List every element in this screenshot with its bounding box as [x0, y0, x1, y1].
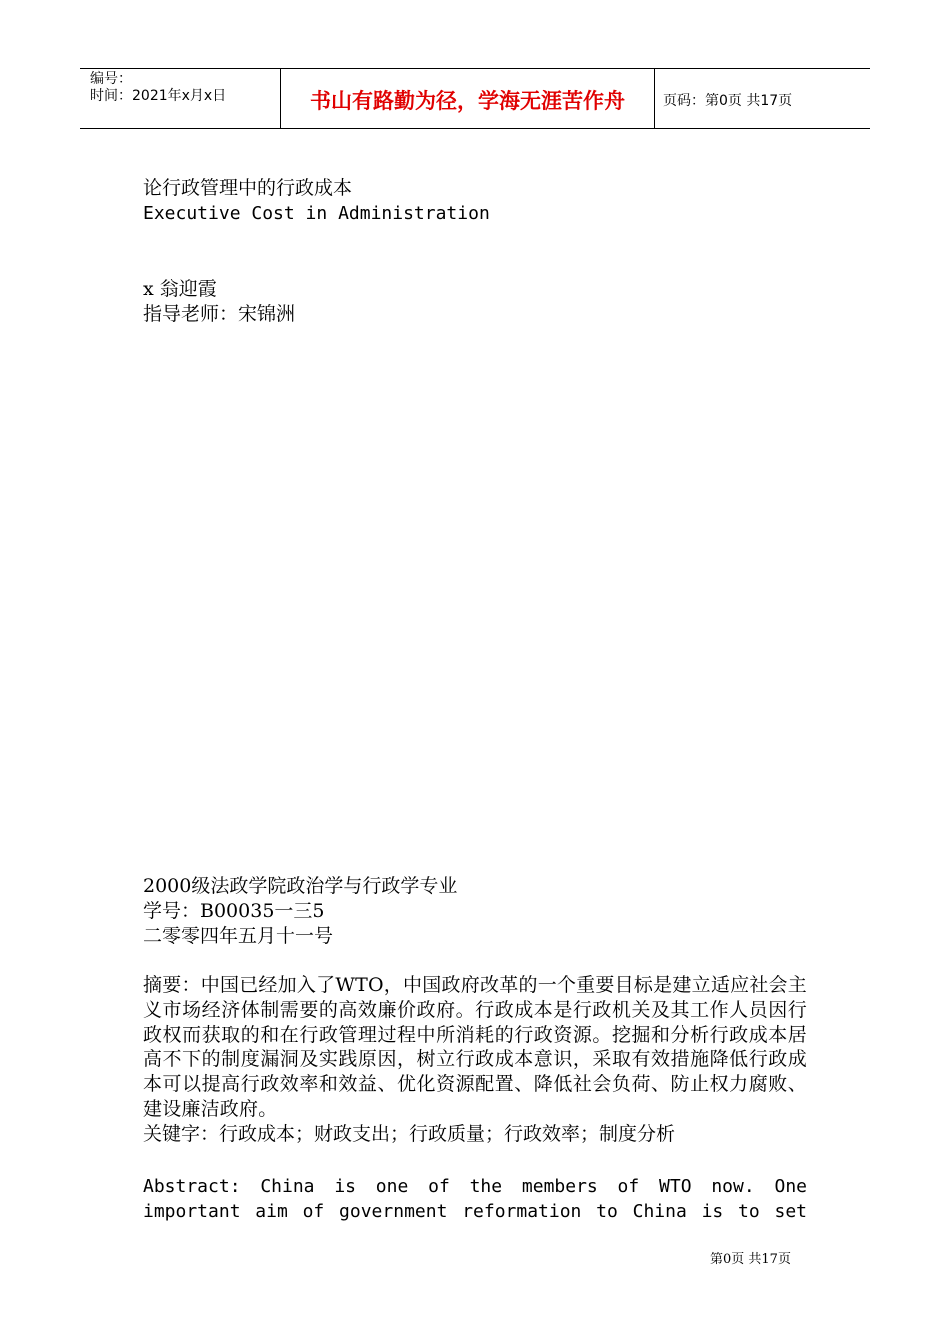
header-motto: 书山有路勤为径，学海无涯苦作舟 [281, 69, 655, 128]
header-page-info: 页码：第0页 共17页 [663, 92, 793, 109]
date-line: 二零零四年五月十一号 [143, 925, 334, 947]
header-time-label: 时间：2021年x月x日 [90, 88, 227, 104]
keywords-line: 关键字：行政成本；财政支出；行政质量；行政效率；制度分析 [143, 1123, 676, 1145]
header-number-label: 编号： [90, 71, 132, 87]
document-header [80, 68, 870, 129]
student-id-line: 学号：B00035一三5 [143, 900, 325, 922]
author-line: x 翁迎霞 [143, 278, 217, 300]
header-meta-cell [80, 69, 281, 128]
title-chinese: 论行政管理中的行政成本 [143, 177, 353, 199]
major-line: 2000级法政学院政治学与行政学专业 [143, 875, 458, 897]
title-english: Executive Cost in Administration [143, 203, 490, 224]
abstract-english: Abstract: China is one of the members of WTO now. One important aim of government reformation to China is to set [143, 1176, 818, 1222]
abstract-chinese: 摘要：中国已经加入了WTO，中国政府改革的一个重要目标是建立适应社会主义市场经济体制需要的高效廉价政府。行政成本是行政机关及其工作人员因行政权而获取的和在行政管理过程中所消耗的行政资源。挖掘和分析行政成本居高不下的制度漏洞及实践原因，树立行政成本意识，采取有效措施降低行政成本可以提高行政效率和效益、优化资源配置、降低社会负荷、防止权力腐败、建设廉洁政府。 [143, 974, 807, 1120]
footer-page-info: 第0页 共17页 [710, 1252, 791, 1267]
advisor-line: 指导老师：宋锦洲 [143, 303, 296, 325]
